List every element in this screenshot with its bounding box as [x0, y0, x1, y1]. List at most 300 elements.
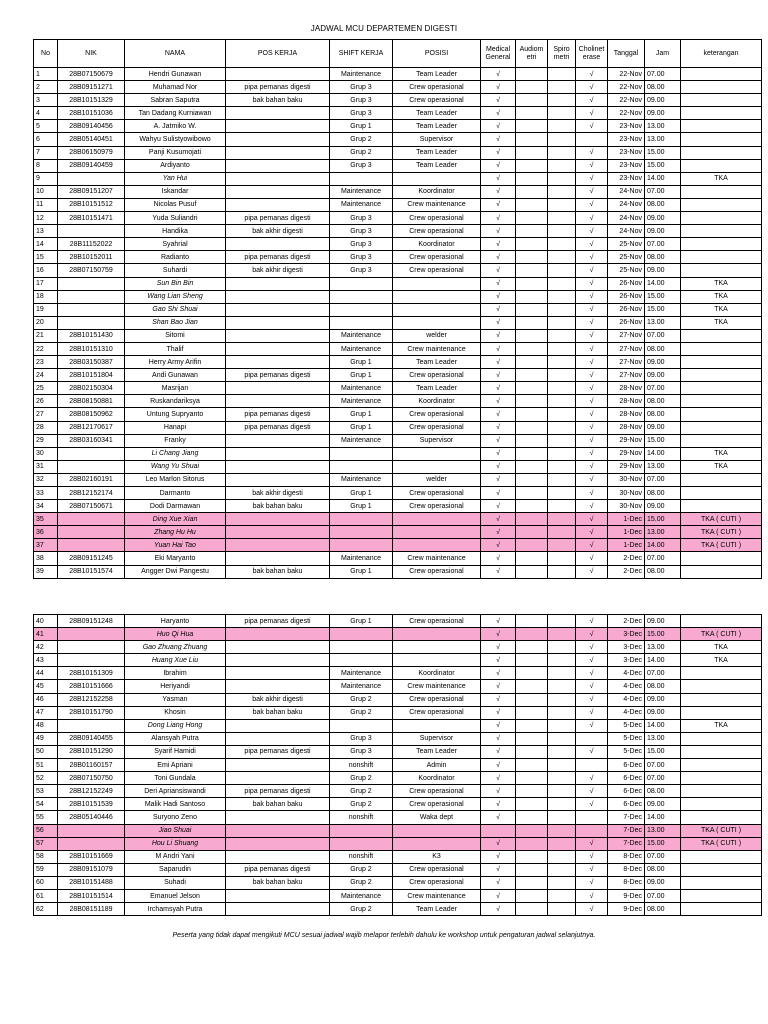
row-number: 8: [34, 159, 58, 172]
pos-kerja-cell: bak akhir digesti: [226, 487, 330, 500]
jam-cell: 08.00: [645, 487, 681, 500]
keterangan-cell: [681, 798, 762, 811]
nama-cell: Malik Hadi Santoso: [125, 798, 226, 811]
spirometri-check: [548, 628, 576, 641]
nik-cell: 28B02150304: [58, 382, 125, 395]
medical-general-check: √: [481, 329, 516, 342]
cholinesterase-check: √: [576, 107, 608, 120]
jam-cell: 08.00: [645, 342, 681, 355]
posisi-cell: Team Leader: [393, 107, 481, 120]
shift-kerja-cell: [330, 526, 393, 539]
table-row: [34, 395, 762, 408]
shift-kerja-cell: [330, 316, 393, 329]
shift-kerja-cell: [330, 719, 393, 732]
table-row: [34, 329, 762, 342]
keterangan-cell: [681, 356, 762, 369]
shift-kerja-cell: [330, 641, 393, 654]
table-row: [34, 225, 762, 238]
tanggal-cell: 29-Nov: [608, 447, 645, 460]
jam-cell: 09.00: [645, 798, 681, 811]
audiometri-check: [516, 513, 548, 526]
audiometri-check: [516, 146, 548, 159]
jam-cell: 08.00: [645, 903, 681, 916]
posisi-cell: Crew operasional: [393, 876, 481, 889]
keterangan-cell: [681, 120, 762, 133]
row-number: 62: [34, 903, 58, 916]
keterangan-cell: [681, 382, 762, 395]
medical-general-check: √: [481, 719, 516, 732]
spirometri-check: [548, 238, 576, 251]
nik-cell: 28B05140451: [58, 133, 125, 146]
jam-cell: 07.00: [645, 667, 681, 680]
spirometri-check: [548, 382, 576, 395]
table-row: [34, 434, 762, 447]
jam-cell: 13.00: [645, 732, 681, 745]
posisi-cell: Team Leader: [393, 68, 481, 81]
keterangan-cell: TKA: [681, 641, 762, 654]
nik-cell: [58, 513, 125, 526]
shift-kerja-cell: [330, 447, 393, 460]
nik-cell: 28B02160191: [58, 473, 125, 486]
cholinesterase-check: √: [576, 342, 608, 355]
table-row: [34, 654, 762, 667]
nama-cell: Emi Apriani: [125, 759, 226, 772]
table-row: [34, 615, 762, 628]
schedule-table-part-1: [33, 39, 762, 579]
pos-kerja-cell: [226, 628, 330, 641]
row-number: 13: [34, 225, 58, 238]
audiometri-check: [516, 667, 548, 680]
keterangan-cell: [681, 680, 762, 693]
posisi-cell: Admin: [393, 759, 481, 772]
nama-cell: Sitomi: [125, 329, 226, 342]
shift-kerja-cell: nonshift: [330, 759, 393, 772]
shift-kerja-cell: Maintenance: [330, 382, 393, 395]
medical-general-check: √: [481, 798, 516, 811]
jam-cell: 14.00: [645, 811, 681, 824]
posisi-cell: [393, 290, 481, 303]
row-number: 11: [34, 198, 58, 211]
posisi-cell: Team Leader: [393, 120, 481, 133]
pos-kerja-cell: bak bahan baku: [226, 94, 330, 107]
nama-cell: Irchamsyah Putra: [125, 903, 226, 916]
spirometri-check: [548, 473, 576, 486]
audiometri-check: [516, 395, 548, 408]
audiometri-check: [516, 487, 548, 500]
row-number: 27: [34, 408, 58, 421]
tanggal-cell: 27-Nov: [608, 342, 645, 355]
nik-cell: [58, 628, 125, 641]
row-number: 58: [34, 850, 58, 863]
header-pos-kerja: POS KERJA: [226, 40, 330, 68]
nama-cell: Thalif: [125, 342, 226, 355]
tanggal-cell: 26-Nov: [608, 277, 645, 290]
tanggal-cell: 1-Dec: [608, 526, 645, 539]
row-number: 35: [34, 513, 58, 526]
tanggal-cell: 7-Dec: [608, 811, 645, 824]
posisi-cell: Koordinator: [393, 238, 481, 251]
audiometri-check: [516, 238, 548, 251]
spirometri-check: [548, 641, 576, 654]
table-row: [34, 552, 762, 565]
shift-kerja-cell: Maintenance: [330, 395, 393, 408]
row-number: 50: [34, 745, 58, 758]
pos-kerja-cell: [226, 342, 330, 355]
audiometri-check: [516, 615, 548, 628]
audiometri-check: [516, 837, 548, 850]
posisi-cell: Koordinator: [393, 395, 481, 408]
nik-cell: [58, 719, 125, 732]
nik-cell: [58, 303, 125, 316]
row-number: 23: [34, 356, 58, 369]
row-number: 15: [34, 251, 58, 264]
tanggal-cell: 28-Nov: [608, 395, 645, 408]
cholinesterase-check: √: [576, 356, 608, 369]
shift-kerja-cell: [330, 303, 393, 316]
nik-cell: 28B10151790: [58, 706, 125, 719]
jam-cell: 15.00: [645, 290, 681, 303]
row-number: 46: [34, 693, 58, 706]
tanggal-cell: 22-Nov: [608, 81, 645, 94]
jam-cell: 15.00: [645, 513, 681, 526]
row-number: 60: [34, 876, 58, 889]
table-row: [34, 863, 762, 876]
pos-kerja-cell: pipa pemanas digesti: [226, 745, 330, 758]
tanggal-cell: 23-Nov: [608, 159, 645, 172]
pos-kerja-cell: [226, 133, 330, 146]
tanggal-cell: 22-Nov: [608, 107, 645, 120]
nik-cell: [58, 824, 125, 837]
keterangan-cell: [681, 850, 762, 863]
nama-cell: Panji Kusumojati: [125, 146, 226, 159]
audiometri-check: [516, 539, 548, 552]
posisi-cell: Koordinator: [393, 772, 481, 785]
cholinesterase-check: √: [576, 667, 608, 680]
shift-kerja-cell: Grup 2: [330, 798, 393, 811]
keterangan-cell: [681, 903, 762, 916]
row-number: 53: [34, 785, 58, 798]
nama-cell: Shan Bao Jian: [125, 316, 226, 329]
keterangan-cell: [681, 772, 762, 785]
medical-general-check: √: [481, 342, 516, 355]
jam-cell: 07.00: [645, 759, 681, 772]
shift-kerja-cell: [330, 628, 393, 641]
shift-kerja-cell: Grup 1: [330, 408, 393, 421]
nik-cell: 28B09140459: [58, 159, 125, 172]
audiometri-check: [516, 172, 548, 185]
medical-general-check: √: [481, 68, 516, 81]
cholinesterase-check: √: [576, 798, 608, 811]
medical-general-check: √: [481, 785, 516, 798]
pos-kerja-cell: bak akhir digesti: [226, 693, 330, 706]
keterangan-cell: [681, 251, 762, 264]
nama-cell: Franky: [125, 434, 226, 447]
row-number: 5: [34, 120, 58, 133]
medical-general-check: √: [481, 539, 516, 552]
keterangan-cell: TKA: [681, 277, 762, 290]
table-row: [34, 667, 762, 680]
jam-cell: 14.00: [645, 539, 681, 552]
row-number: 42: [34, 641, 58, 654]
audiometri-check: [516, 382, 548, 395]
medical-general-check: √: [481, 120, 516, 133]
nama-cell: Untung Supryanto: [125, 408, 226, 421]
medical-general-check: √: [481, 434, 516, 447]
posisi-cell: Crew operasional: [393, 225, 481, 238]
nik-cell: 28B06150979: [58, 146, 125, 159]
medical-general-check: √: [481, 706, 516, 719]
audiometri-check: [516, 745, 548, 758]
keterangan-cell: [681, 198, 762, 211]
row-number: 9: [34, 172, 58, 185]
medical-general-check: √: [481, 654, 516, 667]
nama-cell: Huang Xue Liu: [125, 654, 226, 667]
tanggal-cell: 9-Dec: [608, 889, 645, 902]
medical-general-check: √: [481, 641, 516, 654]
tanggal-cell: 2-Dec: [608, 615, 645, 628]
tanggal-cell: 6-Dec: [608, 785, 645, 798]
cholinesterase-check: √: [576, 251, 608, 264]
medical-general-check: √: [481, 889, 516, 902]
cholinesterase-check: √: [576, 198, 608, 211]
tanggal-cell: 8-Dec: [608, 876, 645, 889]
cholinesterase-check: √: [576, 539, 608, 552]
row-number: 47: [34, 706, 58, 719]
nik-cell: 28B07150679: [58, 68, 125, 81]
posisi-cell: Crew operasional: [393, 615, 481, 628]
nik-cell: 28B12152174: [58, 487, 125, 500]
spirometri-check: [548, 667, 576, 680]
cholinesterase-check: √: [576, 473, 608, 486]
spirometri-check: [548, 552, 576, 565]
jam-cell: 13.00: [645, 120, 681, 133]
keterangan-cell: TKA ( CUTI ): [681, 837, 762, 850]
audiometri-check: [516, 434, 548, 447]
nama-cell: Darmanto: [125, 487, 226, 500]
row-number: 14: [34, 238, 58, 251]
cholinesterase-check: √: [576, 719, 608, 732]
audiometri-check: [516, 863, 548, 876]
keterangan-cell: [681, 146, 762, 159]
keterangan-cell: TKA ( CUTI ): [681, 628, 762, 641]
medical-general-check: √: [481, 185, 516, 198]
audiometri-check: [516, 212, 548, 225]
medical-general-check: √: [481, 172, 516, 185]
shift-kerja-cell: Maintenance: [330, 473, 393, 486]
posisi-cell: Crew operasional: [393, 212, 481, 225]
table-row: [34, 889, 762, 902]
pos-kerja-cell: [226, 447, 330, 460]
cholinesterase-check: [576, 133, 608, 146]
nik-cell: 28B10151036: [58, 107, 125, 120]
posisi-cell: [393, 719, 481, 732]
shift-kerja-cell: Grup 2: [330, 772, 393, 785]
posisi-cell: [393, 824, 481, 837]
audiometri-check: [516, 369, 548, 382]
jam-cell: 13.00: [645, 316, 681, 329]
keterangan-cell: [681, 811, 762, 824]
shift-kerja-cell: Grup 1: [330, 120, 393, 133]
keterangan-cell: [681, 264, 762, 277]
tanggal-cell: 3-Dec: [608, 628, 645, 641]
row-number: 38: [34, 552, 58, 565]
pos-kerja-cell: [226, 772, 330, 785]
posisi-cell: Team Leader: [393, 146, 481, 159]
medical-general-check: √: [481, 316, 516, 329]
audiometri-check: [516, 81, 548, 94]
row-number: 32: [34, 473, 58, 486]
nama-cell: Saparudin: [125, 863, 226, 876]
audiometri-check: [516, 68, 548, 81]
cholinesterase-check: √: [576, 369, 608, 382]
audiometri-check: [516, 654, 548, 667]
nik-cell: 28B10151669: [58, 850, 125, 863]
tanggal-cell: 27-Nov: [608, 329, 645, 342]
nik-cell: [58, 225, 125, 238]
table-row: [34, 876, 762, 889]
nik-cell: 28B09151245: [58, 552, 125, 565]
row-number: 25: [34, 382, 58, 395]
nik-cell: [58, 837, 125, 850]
tanggal-cell: 25-Nov: [608, 238, 645, 251]
pos-kerja-cell: [226, 120, 330, 133]
nik-cell: 28B10151329: [58, 94, 125, 107]
jam-cell: 09.00: [645, 369, 681, 382]
shift-kerja-cell: Grup 3: [330, 212, 393, 225]
spirometri-check: [548, 460, 576, 473]
spirometri-check: [548, 565, 576, 578]
pos-kerja-cell: bak bahan baku: [226, 706, 330, 719]
tanggal-cell: 4-Dec: [608, 693, 645, 706]
posisi-cell: [393, 539, 481, 552]
table-row: [34, 526, 762, 539]
medical-general-check: √: [481, 81, 516, 94]
cholinesterase-check: √: [576, 81, 608, 94]
pos-kerja-cell: [226, 667, 330, 680]
row-number: 41: [34, 628, 58, 641]
medical-general-check: √: [481, 421, 516, 434]
medical-general-check: √: [481, 628, 516, 641]
jam-cell: 09.00: [645, 212, 681, 225]
pos-kerja-cell: [226, 759, 330, 772]
nama-cell: Jiao Shuai: [125, 824, 226, 837]
pos-kerja-cell: [226, 68, 330, 81]
table-row: [34, 120, 762, 133]
shift-kerja-cell: nonshift: [330, 850, 393, 863]
nik-cell: 28B10151309: [58, 667, 125, 680]
nik-cell: 28B10151539: [58, 798, 125, 811]
posisi-cell: [393, 641, 481, 654]
shift-kerja-cell: [330, 837, 393, 850]
jam-cell: 08.00: [645, 81, 681, 94]
keterangan-cell: [681, 785, 762, 798]
pos-kerja-cell: [226, 277, 330, 290]
nik-cell: 28B12152249: [58, 785, 125, 798]
spirometri-check: [548, 329, 576, 342]
nik-cell: 28B10152011: [58, 251, 125, 264]
tanggal-cell: 26-Nov: [608, 303, 645, 316]
row-number: 7: [34, 146, 58, 159]
medical-general-check: √: [481, 198, 516, 211]
shift-kerja-cell: Grup 1: [330, 356, 393, 369]
nama-cell: Angger Dwi Pangestu: [125, 565, 226, 578]
tanggal-cell: 7-Dec: [608, 824, 645, 837]
shift-kerja-cell: Grup 3: [330, 81, 393, 94]
medical-general-check: √: [481, 526, 516, 539]
pos-kerja-cell: pipa pemanas digesti: [226, 251, 330, 264]
medical-general-check: √: [481, 745, 516, 758]
pos-kerja-cell: [226, 811, 330, 824]
table-row: [34, 172, 762, 185]
spirometri-check: [548, 356, 576, 369]
nama-cell: Yuda Suliandri: [125, 212, 226, 225]
cholinesterase-check: [576, 732, 608, 745]
jam-cell: 08.00: [645, 863, 681, 876]
cholinesterase-check: √: [576, 654, 608, 667]
nama-cell: Heriyandi: [125, 680, 226, 693]
jam-cell: 09.00: [645, 94, 681, 107]
cholinesterase-check: √: [576, 290, 608, 303]
spirometri-check: [548, 772, 576, 785]
medical-general-check: √: [481, 732, 516, 745]
table-row: [34, 133, 762, 146]
nik-cell: 28B10151514: [58, 889, 125, 902]
keterangan-cell: [681, 421, 762, 434]
row-number: 36: [34, 526, 58, 539]
cholinesterase-check: √: [576, 382, 608, 395]
header-nama: NAMA: [125, 40, 226, 68]
pos-kerja-cell: [226, 159, 330, 172]
row-number: 61: [34, 889, 58, 902]
row-number: 12: [34, 212, 58, 225]
nama-cell: Iskandar: [125, 185, 226, 198]
audiometri-check: [516, 719, 548, 732]
keterangan-cell: [681, 133, 762, 146]
jam-cell: 07.00: [645, 329, 681, 342]
posisi-cell: [393, 654, 481, 667]
shift-kerja-cell: Grup 2: [330, 876, 393, 889]
nama-cell: Hou Li Shuang: [125, 837, 226, 850]
posisi-cell: Crew operasional: [393, 421, 481, 434]
row-number: 29: [34, 434, 58, 447]
pos-kerja-cell: [226, 382, 330, 395]
cholinesterase-check: √: [576, 238, 608, 251]
spirometri-check: [548, 811, 576, 824]
spirometri-check: [548, 680, 576, 693]
tanggal-cell: 8-Dec: [608, 863, 645, 876]
shift-kerja-cell: Grup 2: [330, 706, 393, 719]
table-row: [34, 238, 762, 251]
cholinesterase-check: [576, 824, 608, 837]
medical-general-check: [481, 824, 516, 837]
shift-kerja-cell: Grup 3: [330, 264, 393, 277]
audiometri-check: [516, 552, 548, 565]
document-title: JADWAL MCU DEPARTEMEN DIGESTI: [310, 24, 458, 33]
row-number: 55: [34, 811, 58, 824]
nik-cell: [58, 316, 125, 329]
table-row: [34, 759, 762, 772]
cholinesterase-check: √: [576, 460, 608, 473]
spirometri-check: [548, 316, 576, 329]
spirometri-check: [548, 500, 576, 513]
audiometri-check: [516, 850, 548, 863]
tanggal-cell: 24-Nov: [608, 225, 645, 238]
table-row: [34, 680, 762, 693]
tanggal-cell: 27-Nov: [608, 369, 645, 382]
table-row: [34, 693, 762, 706]
posisi-cell: Crew operasional: [393, 706, 481, 719]
spirometri-check: [548, 876, 576, 889]
